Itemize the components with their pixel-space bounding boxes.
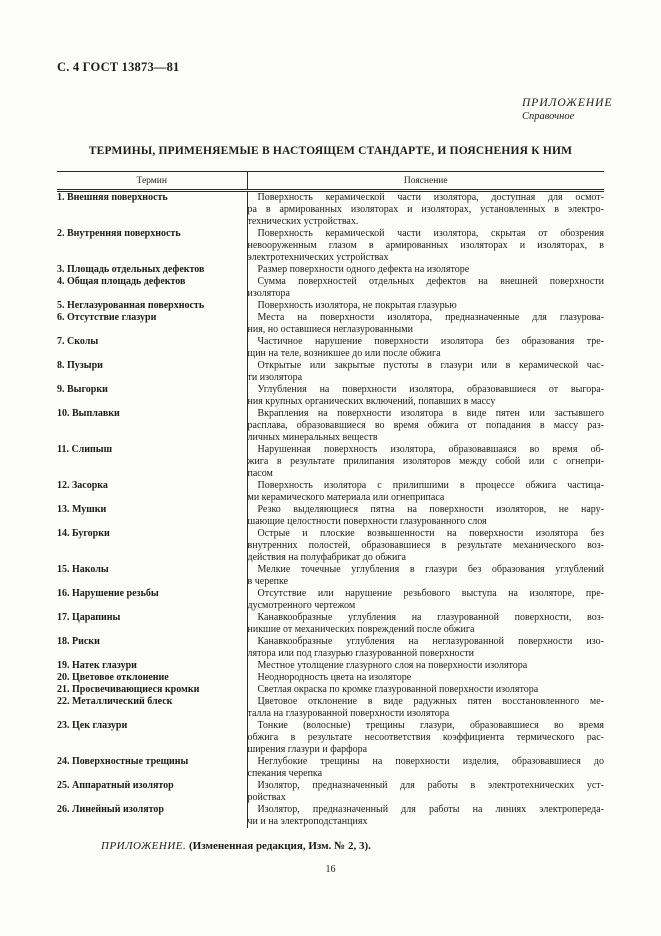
term-label: Общая площадь дефектов [67, 276, 186, 287]
term-number: 1. [57, 192, 65, 203]
term-cell [57, 360, 247, 384]
table-row [57, 804, 604, 828]
term-number: 20. [57, 672, 70, 683]
term-number: 6. [57, 312, 65, 323]
term-cell [57, 636, 247, 660]
table-row [57, 588, 604, 612]
term-cell [57, 264, 247, 276]
explanation-line: расплава, образовавшиеся во время обжига от попадания в массу раз- [247, 420, 604, 431]
explanation-line: ния крупных органических включений, попавших в массу [247, 396, 496, 407]
explanation-line: Канавкообразные углубления на глазурованной поверхности, воз- [257, 612, 604, 623]
term-cell [57, 756, 247, 780]
term-label: Царапины [72, 612, 121, 623]
term-number: 21. [57, 684, 70, 695]
explanation-line: Места на поверхности изолятора, предназначенные для глазурова- [257, 312, 604, 323]
term-label: Отсутствие глазури [67, 312, 157, 323]
table-row [57, 636, 604, 660]
explanation-line: Нарушенная поверхность изолятора, образовавшаяся во время об- [257, 444, 604, 455]
doc-header: С. 4 ГОСТ 13873—81 [57, 60, 180, 74]
table-row [57, 528, 604, 564]
explanation-cell [247, 264, 604, 276]
explanation-cell [247, 720, 604, 756]
term-cell [57, 504, 247, 528]
term-cell [57, 384, 247, 408]
term-label: Слипыш [71, 444, 113, 455]
term-cell [57, 780, 247, 804]
term-cell [57, 720, 247, 756]
term-label: Аппаратный изолятор [72, 780, 174, 791]
term-cell [57, 444, 247, 480]
term-label: Цек глазури [72, 720, 128, 731]
table-row [57, 276, 604, 300]
explanation-line: Сумма поверхностей отдельных дефектов на внешней поверхности [257, 276, 604, 287]
term-number: 17. [57, 612, 70, 623]
explanation-line: Тонкие (волосные) трещины глазури, образовавшиеся во время [257, 720, 604, 731]
explanation-cell [247, 504, 604, 528]
explanation-cell [247, 360, 604, 384]
appendix-label: ПРИЛОЖЕНИЕ [522, 97, 613, 109]
explanation-line: в черепке [247, 576, 289, 587]
term-number: 7. [57, 336, 65, 347]
term-cell [57, 480, 247, 504]
explanation-line: Поверхность изолятора с прилипшими в процессе обжига частица- [257, 480, 604, 491]
explanation-cell [247, 696, 604, 720]
explanation-line: Отсутствие или нарушение резьбового выступа на изоляторе, пре- [257, 588, 604, 599]
table-row [57, 684, 604, 696]
explanation-line: действия на полуфабрикат до обжига [247, 552, 406, 563]
explanation-line: лятора или под глазурью глазурованной поверхности [247, 648, 474, 659]
term-label: Неглазурованная поверхность [67, 300, 205, 311]
term-label: Риски [72, 636, 100, 647]
table-header-row [57, 172, 604, 191]
term-number: 15. [57, 564, 70, 575]
footer-note [57, 840, 604, 852]
explanation-line: спекания черепка [247, 768, 323, 779]
explanation-cell [247, 480, 604, 504]
explanation-cell [247, 564, 604, 588]
explanation-line: Острые и плоские возвышенности на поверхности изолятора без [257, 528, 604, 539]
explanation-cell [247, 528, 604, 564]
explanation-line: Углубления на поверхности изолятора, образовавшиеся от выгора- [257, 384, 604, 395]
term-label: Просвечивающиеся кромки [72, 684, 200, 695]
explanation-cell [247, 684, 604, 696]
term-label: Нарушение резьбы [72, 588, 159, 599]
term-cell [57, 312, 247, 336]
term-number: 23. [57, 720, 70, 731]
explanation-cell [247, 384, 604, 408]
explanation-cell [247, 312, 604, 336]
term-number: 16. [57, 588, 70, 599]
term-number: 19. [57, 660, 70, 671]
table-row [57, 780, 604, 804]
explanation-line: ми керамического материала или огнеприпаса [247, 492, 445, 503]
explanation-line: щин на теле, возникшее до или после обжига [247, 348, 441, 359]
explanation-line: ширения глазури и фарфора [247, 744, 368, 755]
explanation-cell [247, 780, 604, 804]
explanation-line: ти изолятора [247, 372, 303, 383]
explanation-cell [247, 336, 604, 360]
col-header-term: Термин [57, 172, 247, 191]
term-label: Натек глазури [72, 660, 137, 671]
explanation-cell [247, 408, 604, 444]
explanation-line: ния, но оставшиеся неглазурованными [247, 324, 413, 335]
table-row [57, 696, 604, 720]
term-cell [57, 336, 247, 360]
term-cell [57, 191, 247, 229]
term-cell [57, 564, 247, 588]
table-row [57, 480, 604, 504]
explanation-line: никшие от механических повреждений после обжига [247, 624, 475, 635]
explanation-line: Поверхность керамической части изолятора, доступная для осмот- [257, 192, 604, 203]
table-row [57, 756, 604, 780]
table-row [57, 660, 604, 672]
term-label: Площадь отдельных дефектов [67, 264, 205, 275]
explanation-line: личных минеральных веществ [247, 432, 378, 443]
term-label: Внешняя поверхность [67, 192, 168, 203]
table-row [57, 672, 604, 684]
term-number: 3. [57, 264, 65, 275]
explanation-cell [247, 276, 604, 300]
explanation-line: Поверхность изолятора, не покрытая глазурью [257, 300, 457, 311]
footer-note-italic: ПРИЛОЖЕНИЕ. [101, 840, 187, 852]
table-row [57, 312, 604, 336]
table-row [57, 300, 604, 312]
explanation-line: Изолятор, предназначенный для работы в электротехнических уст- [257, 780, 604, 791]
explanation-line: чи и на электроподстанциях [247, 816, 368, 827]
explanation-line: Открытые или закрытые пустоты в глазури или в керамической час- [257, 360, 604, 371]
explanation-line: обжига в результате несоответствия коэффициента термического рас- [247, 732, 604, 743]
explanation-cell [247, 672, 604, 684]
explanation-cell [247, 660, 604, 672]
explanation-line: электротехнических устройствах [247, 252, 389, 263]
explanation-line: ра в армированных изоляторах и изоляторах, установленных в электро- [247, 204, 604, 215]
page-number: 16 [325, 864, 336, 875]
term-number: 13. [57, 504, 70, 515]
appendix-block [522, 97, 613, 123]
term-cell [57, 228, 247, 264]
explanation-line: пасом [247, 468, 273, 479]
term-cell [57, 408, 247, 444]
explanation-line: невооруженным глазом в армированных изоляторах и изоляторах, в [247, 240, 604, 251]
explanation-cell [247, 588, 604, 612]
term-number: 8. [57, 360, 65, 371]
explanation-line: технических устройствах. [247, 216, 359, 227]
term-cell [57, 300, 247, 312]
explanation-cell [247, 636, 604, 660]
explanation-line: Неглубокие трещины на поверхности изделия, образовавшиеся до [257, 756, 604, 767]
terms-table-body [57, 191, 604, 829]
explanation-line: Светлая окраска по кромке глазурованной поверхности изолятора [257, 684, 539, 695]
explanation-line: шающие целостности поверхности глазурованного слоя [247, 516, 487, 527]
table-row [57, 504, 604, 528]
terms-table [57, 171, 604, 828]
table-row [57, 564, 604, 588]
explanation-cell [247, 191, 604, 229]
term-label: Мушки [72, 504, 107, 515]
footer-note-bold: (Измененная редакция, Изм. № 2, 3). [188, 840, 371, 852]
table-row [57, 360, 604, 384]
term-cell [57, 804, 247, 828]
term-label: Наколы [72, 564, 109, 575]
explanation-line: ройствах [247, 792, 286, 803]
term-label: Бугорки [72, 528, 110, 539]
explanation-line: Изолятор, предназначенный для работы на линиях электропереда- [257, 804, 604, 815]
explanation-line: Частичное нарушение поверхности изолятора без образования тре- [257, 336, 604, 347]
term-number: 2. [57, 228, 65, 239]
table-row [57, 228, 604, 264]
explanation-line: Неоднородность цвета на изоляторе [257, 672, 412, 683]
term-number: 9. [57, 384, 65, 395]
term-number: 25. [57, 780, 70, 791]
term-number: 26. [57, 804, 70, 815]
term-number: 4. [57, 276, 65, 287]
term-number: 12. [57, 480, 70, 491]
term-label: Поверхностные трещины [72, 756, 189, 767]
col-header-explanation: Пояснение [247, 172, 604, 191]
explanation-line: дусмотренного чертежом [247, 600, 356, 611]
explanation-line: Мелкие точечные углубления в глазури без образования углублений [257, 564, 604, 575]
explanation-line: Цветовое отклонение в виде радужных пятен восстановленного ме- [257, 696, 604, 707]
term-cell [57, 528, 247, 564]
explanation-line: Размер поверхности одного дефекта на изоляторе [257, 264, 470, 275]
table-row [57, 384, 604, 408]
term-number: 18. [57, 636, 70, 647]
term-label: Цветовое отклонение [72, 672, 169, 683]
appendix-sublabel: Справочное [522, 111, 575, 122]
explanation-cell [247, 228, 604, 264]
term-label: Линейный изолятор [72, 804, 164, 815]
term-label: Выплавки [72, 408, 120, 419]
term-cell [57, 672, 247, 684]
term-number: 14. [57, 528, 70, 539]
explanation-line: Резко выделяющиеся пятна на поверхности изоляторов, не нару- [257, 504, 604, 515]
page-title: ТЕРМИНЫ, ПРИМЕНЯЕМЫЕ В НАСТОЯЩЕМ СТАНДАРТЕ, И ПОЯСНЕНИЯ К НИМ [88, 145, 573, 157]
explanation-cell [247, 612, 604, 636]
explanation-cell [247, 444, 604, 480]
explanation-cell [247, 300, 604, 312]
table-row [57, 264, 604, 276]
term-cell [57, 660, 247, 672]
table-row [57, 612, 604, 636]
term-cell [57, 588, 247, 612]
term-label: Сколы [67, 336, 99, 347]
term-number: 10. [57, 408, 70, 419]
explanation-cell [247, 756, 604, 780]
explanation-line: жига в результате прилипания изоляторов между собой или с огнепри- [247, 456, 604, 467]
explanation-line: Местное утолщение глазурного слоя на поверхности изолятора [257, 660, 528, 671]
explanation-line: изолятора [247, 288, 290, 299]
term-label: Внутренняя поверхность [67, 228, 181, 239]
term-number: 11. [57, 444, 69, 455]
term-label: Пузыри [67, 360, 103, 371]
term-label: Выгорки [67, 384, 108, 395]
explanation-line: талла на глазурованной поверхности изолятора [247, 708, 450, 719]
table-row [57, 408, 604, 444]
explanation-line: Канавкообразные углубления на неглазурованной поверхности изо- [257, 636, 604, 647]
term-cell [57, 612, 247, 636]
term-cell [57, 684, 247, 696]
table-row [57, 191, 604, 229]
term-cell [57, 276, 247, 300]
explanation-line: Вкрапления на поверхности изолятора в виде пятен или застывшего [257, 408, 604, 419]
explanation-cell [247, 804, 604, 828]
term-number: 24. [57, 756, 70, 767]
explanation-line: внутренних полостей, образовавшиеся в результате механического воз- [247, 540, 604, 551]
term-label: Засорка [72, 480, 108, 491]
term-cell [57, 696, 247, 720]
explanation-line: Поверхность керамической части изолятора, скрытая от обозрения [257, 228, 604, 239]
term-label: Металлический блеск [72, 696, 173, 707]
table-row [57, 444, 604, 480]
table-row [57, 720, 604, 756]
term-number: 5. [57, 300, 65, 311]
table-row [57, 336, 604, 360]
term-number: 22. [57, 696, 70, 707]
